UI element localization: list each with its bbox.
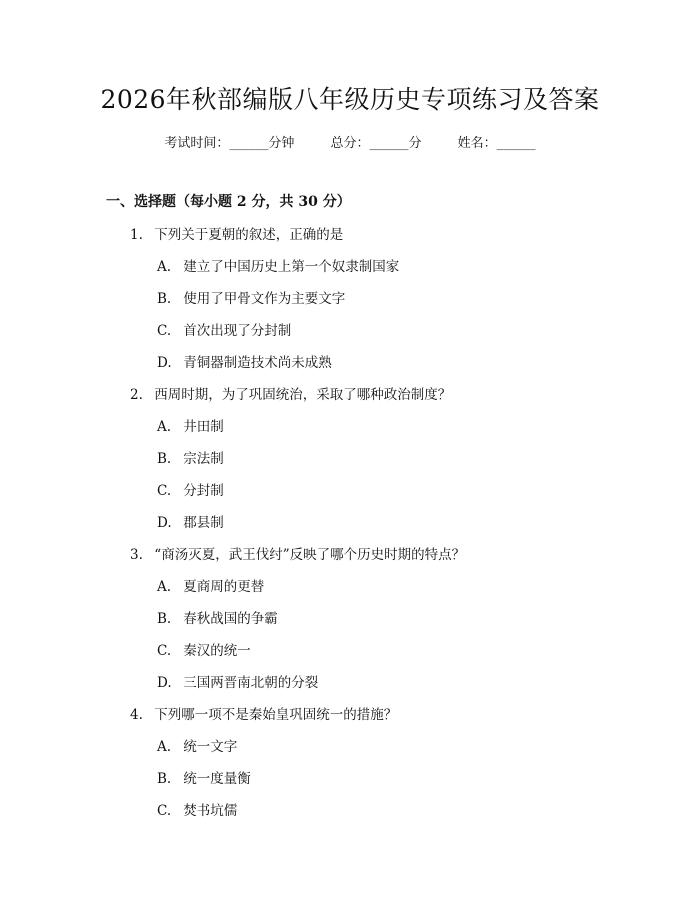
question-number: 4. [130,707,143,723]
option-text: 夏商周的更替 [183,579,265,595]
option-label: D. [157,355,172,371]
option-2d [157,511,224,531]
option-label: A. [157,579,172,595]
option-text: 井田制 [183,419,224,435]
option-4a [157,735,237,755]
option-label: C. [157,323,172,339]
option-label: C. [157,643,172,659]
question-text: “商汤灭夏，武王伐纣”反映了哪个历史时期的特点？ [154,547,466,563]
question-2 [130,383,451,403]
option-label: C. [157,803,172,819]
option-text: 建立了中国历史上第一个奴隶制国家 [183,259,400,275]
option-label: B. [157,611,172,627]
page-title: 2026年秋部编版八年级历史专项练习及答案 [100,85,600,114]
option-label: D. [157,515,172,531]
question-1 [130,223,343,243]
question-number: 3. [130,547,143,563]
option-2b [157,447,224,467]
option-2a [157,415,224,435]
time-field: 考试时间：______分钟 [164,136,295,151]
option-3b [157,607,278,627]
option-text: 统一度量衡 [183,771,251,787]
option-text: 三国两晋南北朝的分裂 [183,675,319,691]
option-text: 青铜器制造技术尚未成熟 [183,355,332,371]
option-text: 统一文字 [183,739,238,755]
question-number: 2. [130,387,143,403]
option-1b [157,287,345,307]
name-field: 姓名：______ [457,136,536,151]
section-title: 一、选择题（每小题 2 分，共 30 分） [106,194,351,210]
option-label: C. [157,483,172,499]
option-3d [157,671,318,691]
option-4c [157,799,237,819]
option-label: D. [157,675,172,691]
option-text: 郡县制 [183,515,224,531]
option-3a [157,575,264,595]
question-4 [130,703,397,723]
question-text: 下列关于夏朝的叙述，正确的是 [154,227,344,243]
option-text: 焚书坑儒 [183,803,238,819]
score-field: 总分：______分 [330,136,422,151]
option-2c [157,479,224,499]
option-1d [157,351,332,371]
option-text: 首次出现了分封制 [183,323,292,339]
option-label: B. [157,451,172,467]
option-1a [157,255,399,275]
option-text: 春秋战国的争霸 [183,611,278,627]
option-1c [157,319,291,339]
option-3c [157,639,251,659]
option-4b [157,767,251,787]
question-text: 西周时期，为了巩固统治，采取了哪种政治制度？ [154,387,452,403]
exam-meta [0,132,700,151]
option-label: B. [157,291,172,307]
option-label: B. [157,771,172,787]
option-text: 分封制 [183,483,224,499]
option-label: A. [157,259,172,275]
option-text: 使用了甲骨文作为主要文字 [183,291,346,307]
option-text: 秦汉的统一 [183,643,251,659]
option-label: A. [157,419,172,435]
question-text: 下列哪一项不是秦始皇巩固统一的措施？ [154,707,398,723]
question-3 [130,543,465,563]
option-text: 宗法制 [183,451,224,467]
option-label: A. [157,739,172,755]
question-number: 1. [130,227,143,243]
